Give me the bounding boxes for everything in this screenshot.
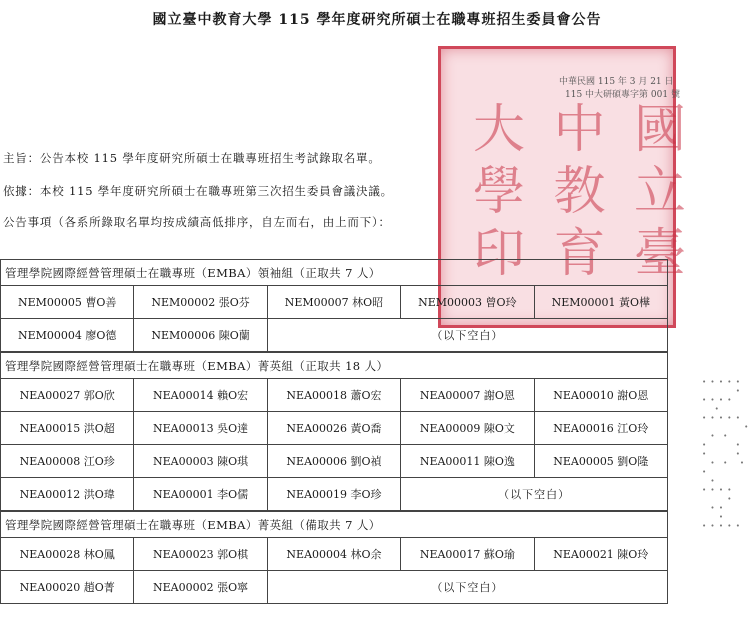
basis-line: 依據：本校 115 學年度研究所碩士在職專班第三次招生委員會議決議。 [3, 184, 393, 198]
table-row [1, 538, 668, 571]
admittee-cell: NEA00004 林O余 [267, 538, 400, 571]
perforation-marks: • • • • • • • • • • • • • • • • • • • • • • • • • • • • • • • • • • • • • • • • • [702, 378, 749, 530]
admittee-cell: NEM00006 陳O蘭 [134, 319, 267, 352]
group-title: 管理學院國際經營管理碩士在職專班（EMBA）菁英組（備取共 7 人） [0, 511, 668, 537]
admittee-cell: NEM00005 曹O善 [1, 286, 134, 319]
admittee-cell: NEA00007 謝O恩 [401, 379, 534, 412]
admittee-cell: NEM00004 廖O德 [1, 319, 134, 352]
admittee-cell: NEA00003 陳O琪 [134, 445, 267, 478]
admission-table [0, 378, 668, 511]
seal-glyphs: 大 中 國 學 教 立 印 育 臺 [473, 100, 693, 284]
admission-list [0, 259, 668, 604]
admittee-cell: NEA00009 陳O文 [401, 412, 534, 445]
admission-table [0, 285, 668, 352]
admission-table [0, 537, 668, 604]
table-row [1, 379, 668, 412]
blank-below-cell: （以下空白） [267, 319, 667, 352]
admittee-cell: NEM00002 張O芬 [134, 286, 267, 319]
admittee-cell: NEA00020 趙O菁 [1, 571, 134, 604]
blank-below-cell: （以下空白） [401, 478, 668, 511]
group-title: 管理學院國際經營管理碩士在職專班（EMBA）菁英組（正取共 18 人） [0, 352, 668, 378]
table-row [1, 412, 668, 445]
admittee-cell: NEA00014 賴O宏 [134, 379, 267, 412]
admittee-cell: NEA00028 林O鳳 [1, 538, 134, 571]
admittee-cell: NEA00011 陳O逸 [401, 445, 534, 478]
stamp-date: 中華民國 115 年 3 月 21 日 [559, 77, 674, 87]
admittee-cell: NEA00012 洪O瑋 [1, 478, 134, 511]
table-row [1, 445, 668, 478]
admittee-cell: NEA00015 洪O超 [1, 412, 134, 445]
admittee-cell: NEM00007 林O昭 [267, 286, 400, 319]
admittee-cell: NEA00008 江O珍 [1, 445, 134, 478]
table-row [1, 478, 668, 511]
admittee-cell: NEM00003 曾O玲 [401, 286, 534, 319]
admittee-cell: NEM00001 黃O樺 [534, 286, 667, 319]
admittee-cell: NEA00021 陳O玲 [534, 538, 667, 571]
admittee-cell: NEA00016 江O玲 [534, 412, 667, 445]
admittee-cell: NEA00001 李O儒 [134, 478, 267, 511]
group-title: 管理學院國際經營管理碩士在職專班（EMBA）領袖組（正取共 7 人） [0, 259, 668, 285]
admittee-cell: NEA00026 黃O喬 [267, 412, 400, 445]
notice-line: 公告事項（各系所錄取名單均按成績高低排序，自左而右，由上而下）： [3, 215, 391, 229]
admittee-cell: NEA00005 劉O隆 [534, 445, 667, 478]
admittee-cell: NEA00002 張O寧 [134, 571, 267, 604]
admittee-cell: NEA00019 李O珍 [267, 478, 400, 511]
subject-line: 主旨：公告本校 115 學年度研究所碩士在職專班招生考試錄取名單。 [3, 151, 381, 165]
admittee-cell: NEA00018 蕭O宏 [267, 379, 400, 412]
admittee-cell: NEA00010 謝O恩 [534, 379, 667, 412]
admittee-cell: NEA00006 劉O禎 [267, 445, 400, 478]
admittee-cell: NEA00013 吳O達 [134, 412, 267, 445]
announcement-title: 國立臺中教育大學 115 學年度研究所碩士在職專班招生委員會公告 [152, 12, 602, 28]
blank-below-cell: （以下空白） [267, 571, 667, 604]
admittee-cell: NEA00027 郭O欣 [1, 379, 134, 412]
table-row [1, 286, 668, 319]
admittee-cell: NEA00023 郭O棋 [134, 538, 267, 571]
stamp-document-number: 115 中大研碩專字第 001 號 [565, 90, 680, 100]
admittee-cell: NEA00017 蘇O瑜 [401, 538, 534, 571]
table-row [1, 571, 668, 604]
table-row [1, 319, 668, 352]
